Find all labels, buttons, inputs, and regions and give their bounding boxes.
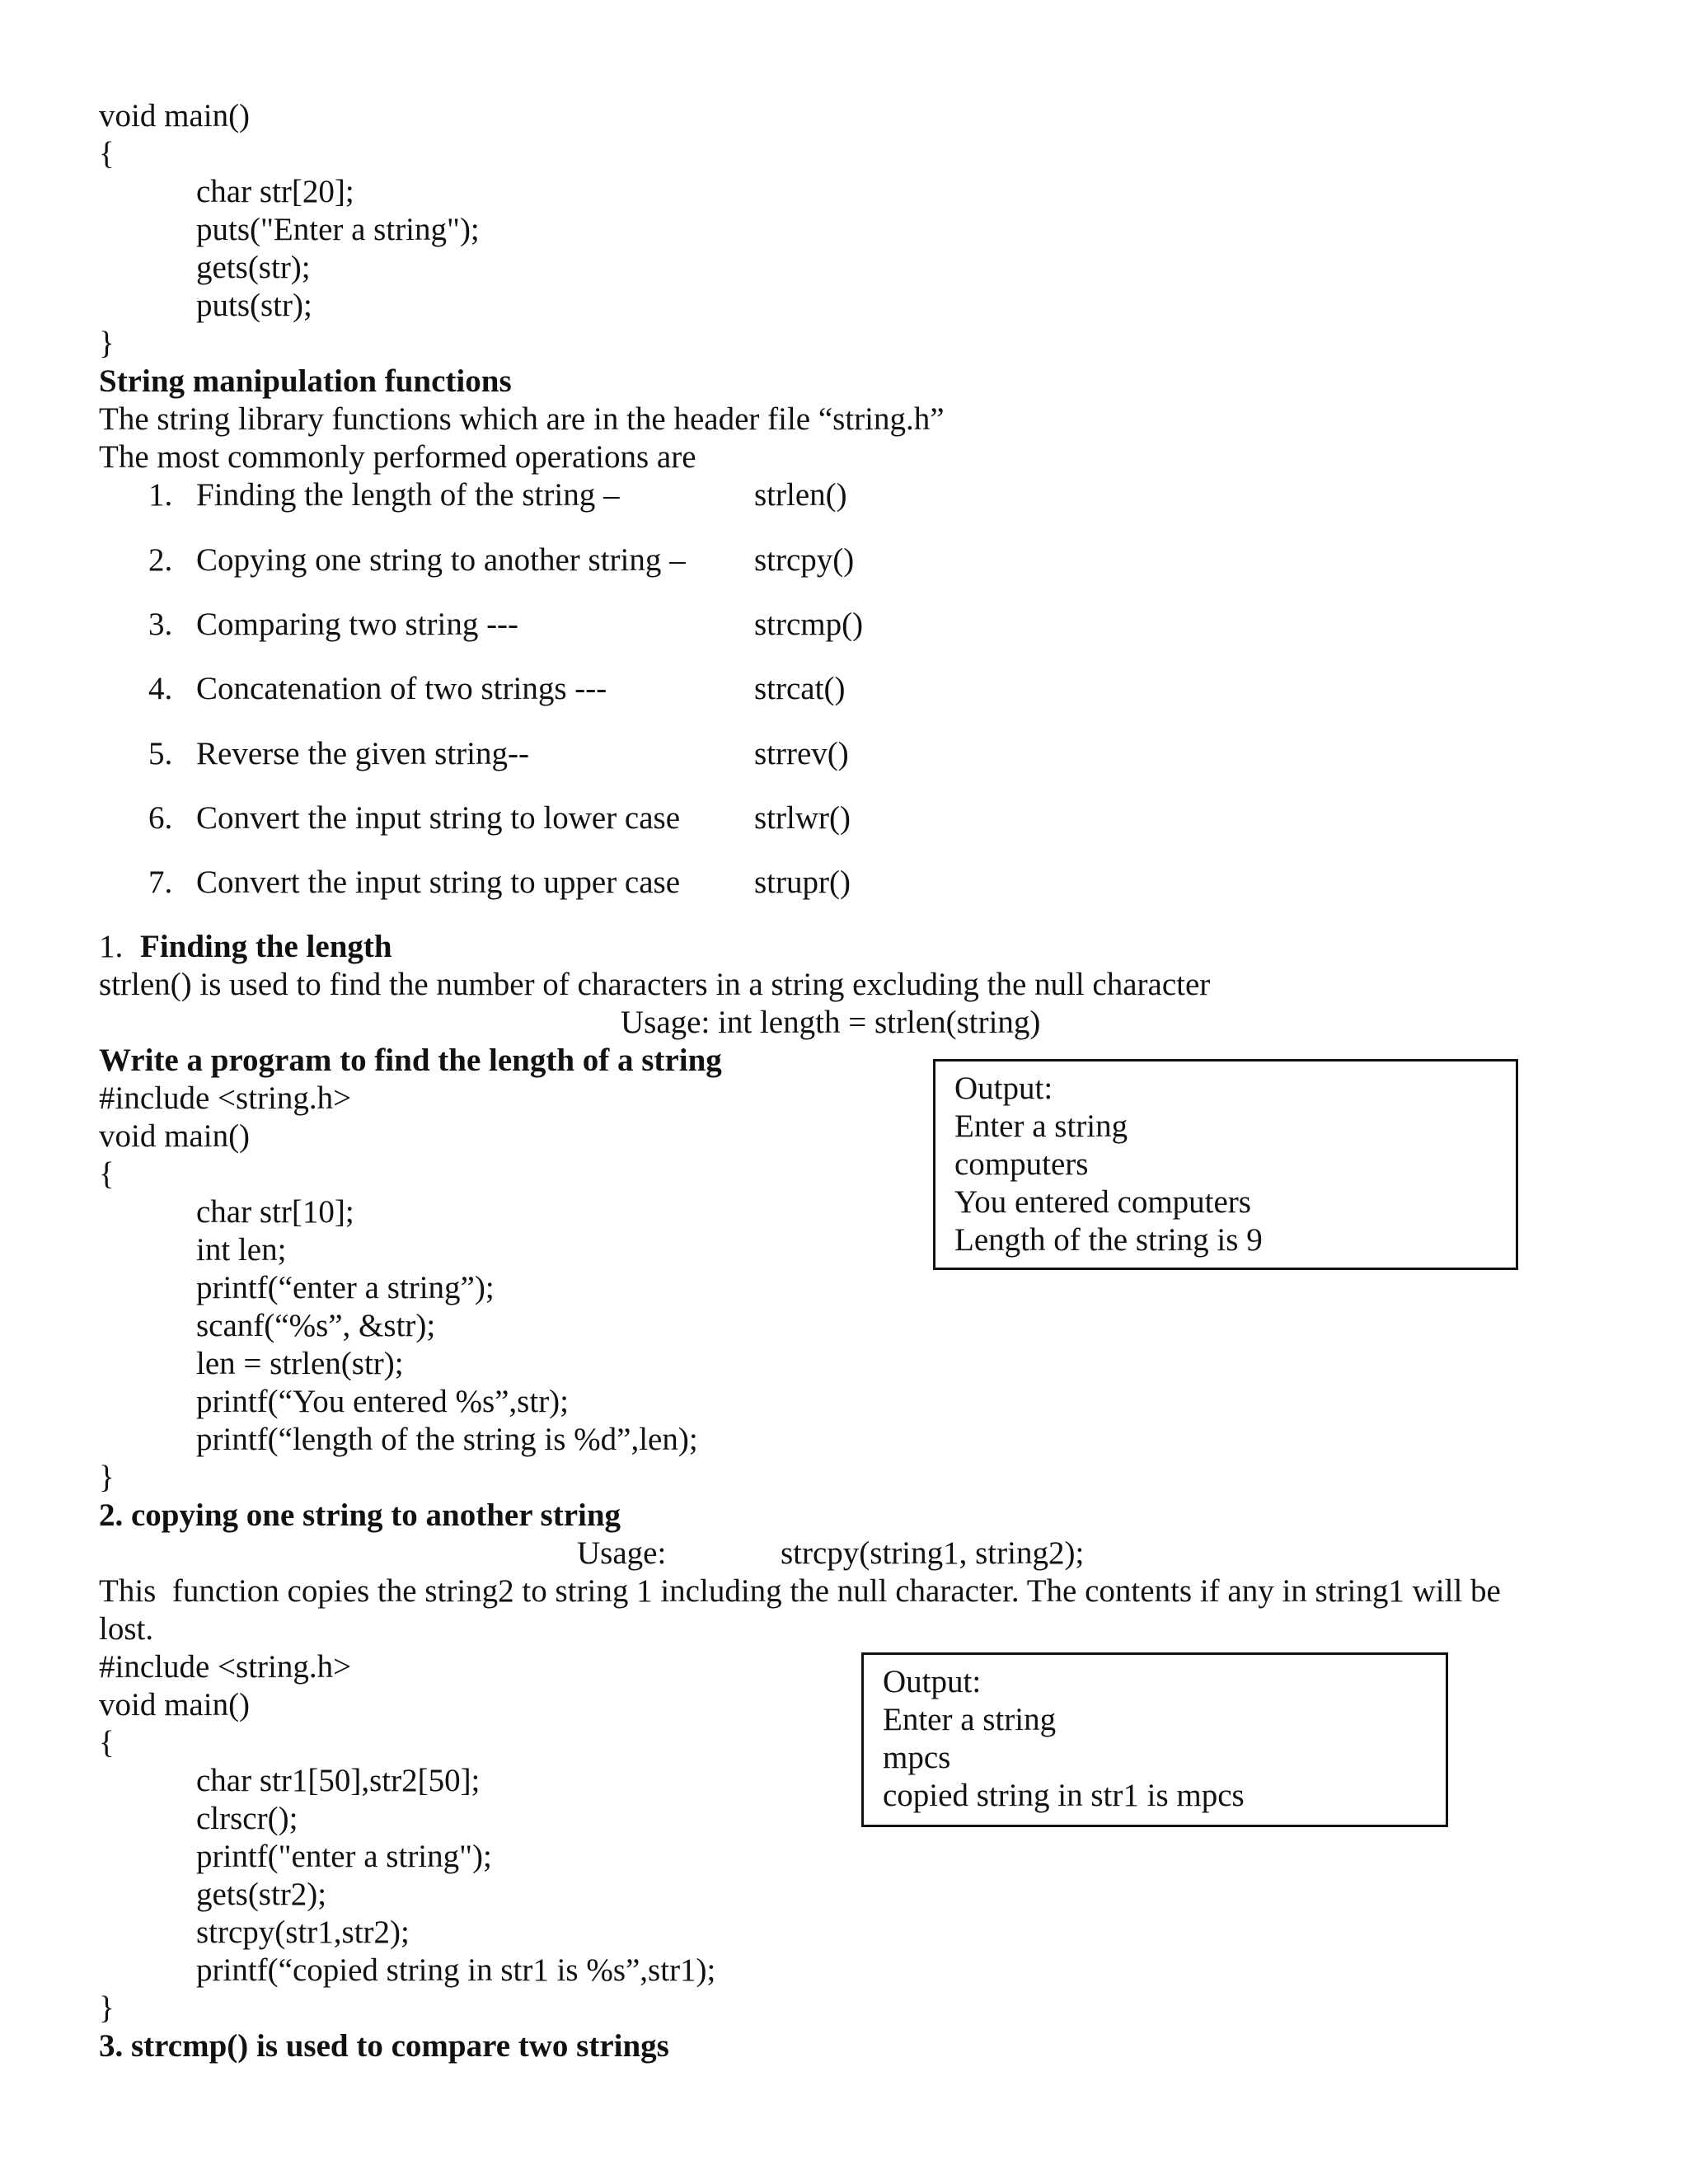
list-item-function: strcpy(): [754, 542, 855, 578]
section-heading: 2. copying one string to another string: [99, 1497, 621, 1533]
list-item-function: strcat(): [754, 671, 846, 706]
usage-value: strcpy(string1, string2);: [781, 1535, 1085, 1571]
section-heading: Finding the length: [140, 929, 392, 964]
code-line: printf("enter a string");: [196, 1839, 492, 1874]
paragraph: The string library functions which are in the header file “string.h”: [99, 401, 945, 437]
list-item-description: Copying one string to another string –: [196, 542, 686, 578]
list-item-description: Finding the length of the string –: [196, 477, 620, 513]
code-line: printf(“copied string in str1 is %s”,str1);: [196, 1952, 716, 1988]
code-line: {: [99, 136, 115, 171]
list-number: 6.: [148, 800, 173, 836]
list-item-function: strupr(): [754, 865, 851, 900]
list-item-function: strlwr(): [754, 800, 851, 836]
usage-line: Usage: int length = strlen(string): [621, 1005, 1041, 1040]
list-item-function: strcmp(): [754, 607, 864, 642]
code-line: puts("Enter a string");: [196, 212, 480, 247]
paragraph: strlen() is used to find the number of characters in a string excluding the null character: [99, 967, 1211, 1002]
code-line: {: [99, 1725, 115, 1760]
output-line: copied string in str1 is mpcs: [883, 1778, 1245, 1813]
list-item-function: strrev(): [754, 736, 849, 771]
code-line: printf(“length of the string is %d”,len);: [196, 1422, 698, 1457]
section-heading: String manipulation functions: [99, 363, 512, 399]
code-line: #include <string.h>: [99, 1649, 352, 1685]
paragraph: This function copies the string2 to string 1 including the null character. The contents if any in string1 will be: [99, 1573, 1501, 1609]
output-line: Enter a string: [954, 1108, 1128, 1144]
code-line: void main(): [99, 1118, 251, 1154]
list-item-description: Comparing two string ---: [196, 607, 519, 642]
list-item-description: Convert the input string to lower case: [196, 800, 681, 836]
code-line: printf(“enter a string”);: [196, 1270, 495, 1305]
list-item-description: Reverse the given string--: [196, 736, 529, 771]
code-line: puts(str);: [196, 288, 312, 323]
paragraph: lost.: [99, 1611, 154, 1647]
code-line: void main(): [99, 1687, 251, 1722]
output-line: Output:: [883, 1664, 982, 1699]
code-line: void main(): [99, 98, 251, 134]
section-heading: 3. strcmp() is used to compare two strings: [99, 2028, 669, 2064]
usage-label: Usage:: [577, 1535, 667, 1571]
code-line: strcpy(str1,str2);: [196, 1915, 410, 1950]
code-line: gets(str);: [196, 250, 311, 285]
list-number: 1.: [148, 477, 173, 513]
code-line: }: [99, 1990, 115, 2026]
output-line: You entered computers: [954, 1184, 1251, 1220]
list-number: 3.: [148, 607, 173, 642]
code-line: char str1[50],str2[50];: [196, 1763, 481, 1798]
output-line: computers: [954, 1146, 1089, 1182]
code-line: printf(“You entered %s”,str);: [196, 1384, 570, 1419]
program-heading: Write a program to find the length of a string: [99, 1043, 722, 1078]
code-line: {: [99, 1156, 115, 1192]
code-line: }: [99, 326, 115, 361]
output-line: mpcs: [883, 1740, 951, 1775]
code-line: char str[10];: [196, 1194, 354, 1230]
list-item-description: Concatenation of two strings ---: [196, 671, 607, 706]
list-number: 7.: [148, 865, 173, 900]
code-line: gets(str2);: [196, 1877, 327, 1912]
code-line: int len;: [196, 1232, 287, 1268]
code-line: scanf(“%s”, &str);: [196, 1308, 436, 1343]
code-line: #include <string.h>: [99, 1080, 352, 1116]
list-number: 4.: [148, 671, 173, 706]
list-number: 5.: [148, 736, 173, 771]
list-item-function: strlen(): [754, 477, 847, 513]
output-line: Output:: [954, 1071, 1053, 1106]
section-number: 1.: [99, 929, 124, 964]
output-line: Enter a string: [883, 1702, 1057, 1737]
list-number: 2.: [148, 542, 173, 578]
output-line: Length of the string is 9: [954, 1222, 1263, 1258]
list-item-description: Convert the input string to upper case: [196, 865, 681, 900]
code-line: }: [99, 1460, 115, 1495]
code-line: len = strlen(str);: [196, 1346, 404, 1381]
output-box: [933, 1059, 1518, 1270]
output-box: [861, 1652, 1448, 1827]
code-line: char str[20];: [196, 174, 354, 209]
code-line: clrscr();: [196, 1801, 298, 1836]
paragraph: The most commonly performed operations are: [99, 439, 696, 475]
